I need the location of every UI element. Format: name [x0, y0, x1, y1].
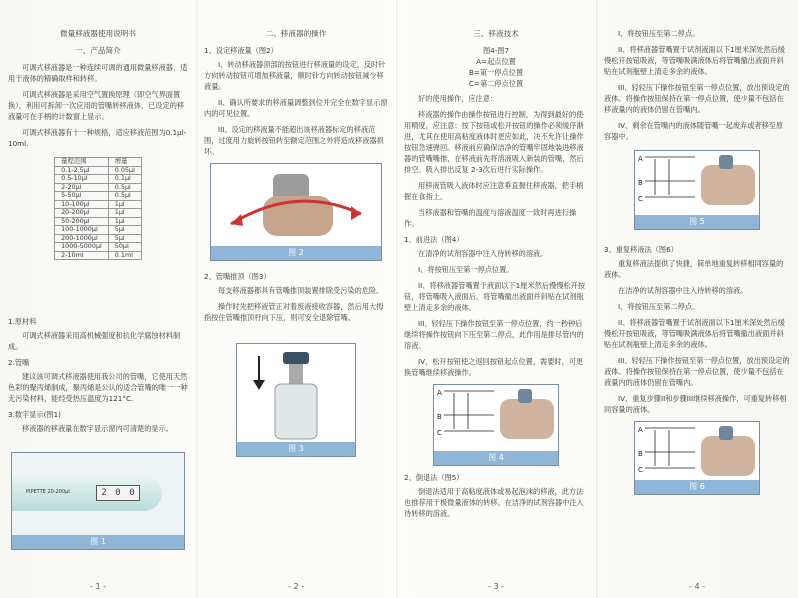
range-cell: 2-20μl — [55, 183, 109, 192]
repeat-paragraph-2: 在洁净的试剂容器中注入待转移的溶液。 — [618, 286, 748, 295]
reverse-step-4: IV、剩余在管嘴内的液体随管嘴一起废弃或者移至原容器中。 — [604, 121, 784, 141]
subsection-forward-title: 1、前进法（图4） — [404, 235, 464, 244]
spec-table-row — [55, 192, 142, 201]
page-4 — [596, 0, 798, 598]
increment-cell: 50μl — [108, 243, 141, 252]
range-cell: 5-50μl — [55, 192, 109, 201]
reverse-step-1: I、将按钮压至第二停点。 — [618, 29, 700, 38]
stroke-position-diagram — [635, 151, 759, 215]
display-digit-1: 2 — [101, 487, 107, 498]
page-2 — [196, 0, 396, 598]
header-range: 量程范围 — [55, 158, 109, 167]
technique-paragraph-1: 好的使用操作，应注意： — [418, 94, 498, 103]
page-number-1: - 1 - — [90, 582, 106, 591]
increment-cell: 0.5μl — [108, 192, 141, 201]
position-letter: A — [437, 389, 442, 397]
pipette-model-label: PIPETTE 20-200μl — [26, 489, 70, 495]
legend-line: A=起点位置 — [476, 57, 516, 66]
section-display-title: 3.数字显示(图1) — [8, 410, 61, 419]
repeat-step-3: III、轻轻压下操作按钮至第一停点位置，放出预设定的液体。将操作按钮保持在第一停点位置，使少量不包括在液量内的液体仍留在管嘴内。 — [604, 356, 790, 387]
intro-paragraph-3: 可调式移液器有十一种规格，适应移液范围为0.1μl-10ml. — [8, 128, 187, 148]
spec-table-row — [55, 251, 142, 260]
range-cell: 0.5-10μl — [55, 175, 109, 184]
reverse-step-2: II、将移液器管嘴置于试剂液面以下1厘米深处然后缓慢松开按钮吸液，等管嘴吸满液体后将管嘴撤出液面并斜贴在试剂瓶壁上清走多余的液体。 — [604, 45, 785, 76]
spec-table-row — [55, 226, 142, 235]
forward-step-2: II、将移液器管嘴置于液面以下1厘米然后慢慢松开按钮，将管嘴吸入液面后，将管嘴撤出液面并斜贴在试剂瓶壁上清走多余的液体。 — [404, 281, 585, 312]
spec-table-row — [55, 209, 142, 218]
spec-table-row — [55, 175, 142, 184]
figure-5 — [634, 150, 760, 230]
range-cell: 10-100μl — [55, 200, 109, 209]
section-title-operation: 二、移液器的操作 — [265, 29, 327, 38]
range-cell: 50-200μl — [55, 217, 109, 226]
tip-eject-paragraph-1: 每支移液器都具有管嘴推顶装置排除受污染的危险。 — [218, 286, 384, 295]
rotate-button-illustration — [211, 164, 381, 246]
page-number-3: - 3 - — [488, 582, 504, 591]
stroke-position-diagram — [434, 385, 558, 451]
position-letter: A — [638, 155, 643, 163]
section-tip-title: 2.管嘴 — [8, 358, 30, 367]
reverse-step-3: III、轻轻压下操作按钮至第一停点位置，放出预设定的液体。将操作按钮保持在第一停点位置，使少量不包括在移液量内的液体仍留在管嘴内。 — [604, 83, 790, 114]
position-letter: C — [638, 466, 643, 474]
section-display-text: 移液器的移液量在数字显示窗内可清楚的显示。 — [22, 424, 173, 433]
document-title: 微量移液器使用说明书 — [60, 29, 136, 38]
range-cell: 100-1000μl — [55, 226, 109, 235]
technique-paragraph-2: 移液器的操作由操作按钮进行控制，为得到最好的使用精度，应注意：按下按钮或松开按钮的操作必须缓序渐进，尤其在使用高粘度液体时更应如此，决不允许让操作按钮急速弹回。移液前应确保洁净的管嘴牢固地装进移液器的管嘴嘴推，在移液前先将溶液吸入新装的管嘴，然后排空。吸入排出反复 2-3次后进行实际操作。 — [404, 110, 584, 174]
spec-table-header — [55, 158, 142, 167]
volume-display-window — [96, 485, 140, 501]
forward-step-3: III、轻轻压下操作按钮至第一停点位置，约一秒钟后继续将操作按钮向下压至第二停点，此作用是排尽管内的溶液。 — [404, 319, 584, 350]
technique-paragraph-4: 当移液器和管嘴的温度与溶液温度一致时再进行操作。 — [404, 208, 577, 228]
tip-eject-paragraph-2: 操作时先把移液管正对着废液接收容器，然后用大拇指按住管嘴推顶杆向下压，则可安全退除管嘴。 — [204, 302, 384, 322]
intro-paragraph-1: 可调式移液器是一种连续可调的通用微量移液器，适用于液体的精确取样和转移。 — [8, 63, 188, 83]
forward-step-4: IV、松开按钮使之返回按钮起点位置，需要时，可更换管嘴继续移液操作。 — [404, 357, 584, 377]
set-volume-step-3: III、设定的移液量不能超出该移液器标定的移液范围，过度用力旋转按钮转至额定范围之外将造成移液器损坏。 — [204, 125, 384, 156]
increment-cell: 1μl — [108, 200, 141, 209]
forward-step-1: I、将按钮压至第一停点位置。 — [418, 265, 514, 274]
repeat-step-1: I、将按钮压至第二停点。 — [618, 302, 700, 311]
figure-3 — [236, 343, 356, 457]
increment-cell: 5μl — [108, 234, 141, 243]
forward-intro: 在清净的试剂容器中注入待转移的溶液。 — [418, 249, 548, 258]
position-letter: C — [638, 195, 643, 203]
stroke-position-diagram — [635, 422, 759, 480]
increment-cell: 0.05μl — [108, 166, 141, 175]
increment-cell: 5μl — [108, 226, 141, 235]
position-letter: B — [437, 413, 442, 421]
display-digit-3: 0 — [129, 487, 135, 498]
figure-2-caption: 图 2 — [211, 246, 381, 260]
figure-2 — [210, 163, 382, 261]
legend-line: C=第二停点位置 — [468, 79, 524, 88]
section-title-intro: 一、产品简介 — [75, 46, 121, 55]
spec-table — [54, 157, 142, 260]
set-volume-step-1: I、转动移液器顶部的按钮进行移液量的设定。反时针方向转动按钮可增加移液量，顺时针方向转动按钮减少移液量。 — [204, 60, 386, 91]
subsection-reverse-title: 2、倒退法（图5） — [404, 473, 464, 482]
tip-eject-illustration — [237, 344, 355, 442]
figure-4 — [433, 384, 559, 466]
section-tip-text: 建议该可调式移液器使用我公司的管嘴，它使用天然色彩的聚丙烯制成，聚丙烯是公认的适合管嘴的唯一一种无污染材料，能经受热压温度为121°C. — [8, 372, 188, 403]
section-material-text: 可调式移液器采用高机械强度和抗化学腐蚀材料制成。 — [8, 331, 181, 351]
repeat-step-4: IV、重复步骤II和步骤III继续移液操作，可重复转移相同容量的液体。 — [604, 394, 787, 414]
legend-line: B=第一停点位置 — [468, 68, 524, 77]
set-volume-step-2: II、确认所要求的移液量调整到位并完全在数字显示窗内的可见位置。 — [204, 98, 388, 118]
display-digit-2: 0 — [115, 487, 121, 498]
section-title-technique: 三、移液技术 — [473, 29, 519, 38]
figure-3-caption: 图 3 — [237, 442, 355, 456]
reverse-paragraph-1: 倒退法适用于高粘度液体或易起泡沫的移液，此方法也推荐用于极微量液体的转移。在洁净的试剂容器中注入待转移的溶液。 — [404, 487, 584, 518]
figure-1 — [11, 452, 185, 550]
figure-6-caption: 图 6 — [635, 480, 759, 494]
page-number-4: - 4 - — [689, 582, 705, 591]
range-cell: 200-1000μl — [55, 234, 109, 243]
subsection-tip-eject-title: 2、管嘴推顶（图3） — [204, 272, 271, 281]
section-material-title: 1.原材料 — [8, 317, 37, 326]
increment-cell: 0.5μl — [108, 183, 141, 192]
increment-cell: 1μl — [108, 209, 141, 218]
repeat-paragraph-1: 重复移液法提供了快捷，简单地重复转移相同容量的液体。 — [604, 259, 784, 279]
position-letter: B — [638, 179, 643, 187]
increment-cell: 0.1ml — [108, 251, 141, 260]
increment-cell: 0.1μl — [108, 175, 141, 184]
position-letter: A — [638, 426, 643, 434]
range-cell: 20-200μl — [55, 209, 109, 218]
header-increment: 增量 — [108, 158, 141, 167]
page-1 — [0, 0, 196, 598]
position-letter: B — [638, 450, 643, 458]
page-3 — [396, 0, 596, 598]
subsection-repeat-title: 3、重复移液法（图6） — [604, 245, 678, 254]
range-cell: 0.1-2.5μl — [55, 166, 109, 175]
position-letter: C — [437, 429, 442, 437]
spec-table-row — [55, 243, 142, 252]
technique-paragraph-3: 用移液管吸入液体时应注意垂直握住移液器，把手柄握在食指上。 — [404, 181, 584, 201]
figure-6 — [634, 421, 760, 495]
range-cell: 1000-5000μl — [55, 243, 109, 252]
figure-1-caption: 图 1 — [12, 535, 184, 549]
figure-4-caption: 图 4 — [434, 451, 558, 465]
range-cell: 2-10ml — [55, 251, 109, 260]
repeat-step-2: II、将移液器管嘴置于试剂液面以下1厘米深处然后缓慢松开按钮吸液，等管嘴吸满液体后将管嘴撤出液面并斜贴在试剂瓶壁上清走多余的液体。 — [604, 318, 785, 349]
subsection-set-volume-title: 1、设定移液量（图2） — [204, 46, 278, 55]
page-number-2: - 2 - — [288, 582, 304, 591]
legend-line: 图4-图7 — [482, 46, 510, 55]
figure-5-caption: 图 5 — [635, 215, 759, 229]
figure-legend — [404, 45, 588, 89]
increment-cell: 1μl — [108, 217, 141, 226]
intro-paragraph-2: 可调式移液器是采用空气置换原理（即空气界面置换），利用可拆卸一次应用的管嘴转移液体，已设定的移液量可在手柄的计数窗上显示。 — [8, 90, 185, 121]
